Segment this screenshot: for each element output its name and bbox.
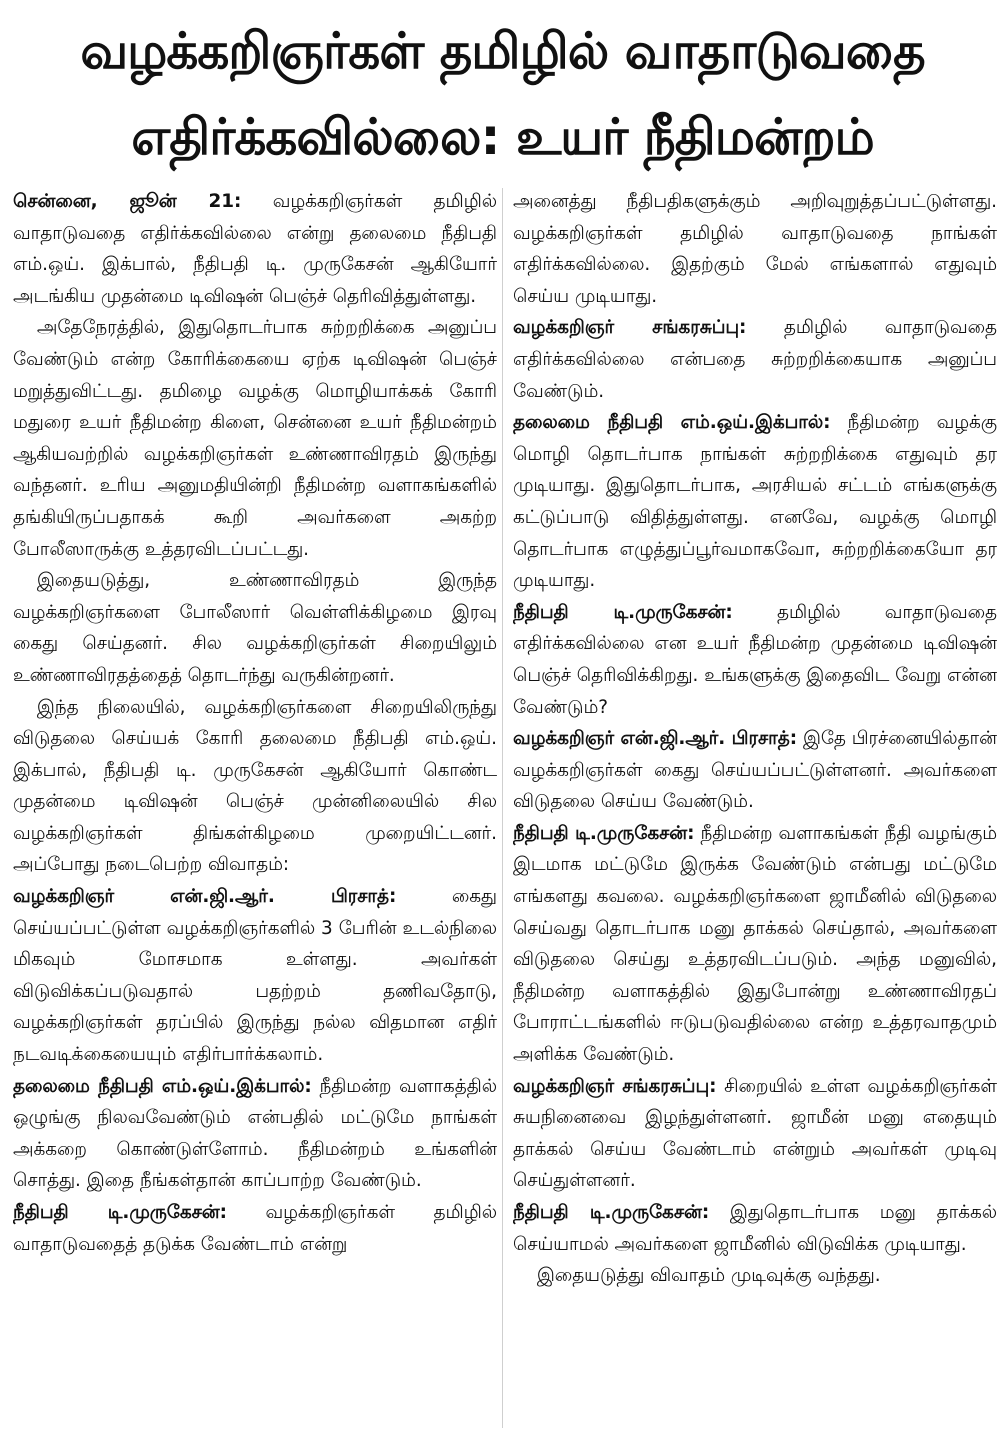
dialogue-paragraph: [513, 597, 997, 723]
article-column-left: [13, 186, 497, 1430]
dialogue-text: இதே பிரச்னையில்தான் வழக்கறிஞர்கள் கைது செய்யப்பட்டுள்ளனர். அவர்களை விடுதலை செய்ய வேண்டும்.: [513, 728, 997, 813]
dialogue-paragraph: [513, 1197, 997, 1260]
dialogue-text: தமிழில் வாதாடுவதை எதிர்க்கவில்லை என உயர் நீதிமன்ற முதன்மை டிவிஷன் பெஞ்ச் தெரிவிக்கிறது. உங்களுக்கு இதைவிட வேறு என்ன வேண்டும்?: [513, 601, 997, 718]
dialogue-text: நீதிமன்ற வழக்கு மொழி தொடர்பாக நாங்கள் சுற்றறிக்கை எதுவும் தர முடியாது. இதுதொடர்பாக, அரசியல் சட்டம் எங்களுக்கு கட்டுப்பாடு விதித்துள்ளது. எனவே, வழக்கு மொழி தொடர்பாக எழுத்துப்பூர்வமாகவோ, சுற்றறிக்கையோ தர முடியாது.: [513, 412, 997, 592]
dialogue-paragraph: [513, 723, 997, 818]
paragraph: அதேநேரத்தில், இதுதொடர்பாக சுற்றறிக்கை அனுப்ப வேண்டும் என்ற கோரிக்கையை ஏற்க டிவிஷன் பெஞ்ச் மறுத்துவிட்டது. தமிழை வழக்கு மொழியாக்கக் கோரி மதுரை உயர் நீதிமன்ற கிளை, சென்னை உயர் நீதிமன்றம் ஆகியவற்றில் வழக்கறிஞர்கள் உண்ணாவிரதம் இருந்து வந்தனர். உரிய அனுமதியின்றி நீதிமன்ற வளாகங்களில் தங்கியிருப்பதாகக் கூறி அவர்களை அகற்ற போலீஸாருக்கு உத்தரவிடப்பட்டது.: [13, 317, 497, 560]
dialogue-paragraph: [13, 1197, 497, 1260]
closing-paragraph: இதையடுத்து விவாதம் முடிவுக்கு வந்தது.: [536, 1265, 881, 1287]
speaker-name: தலைமை நீதிபதி எம்.ஒய்.இக்பால்:: [513, 412, 831, 434]
speaker-name: வழக்கறிஞர் என்.ஜி.ஆர். பிரசாத்:: [13, 886, 397, 908]
speaker-name: நீதிபதி டி.முருகேசன்:: [13, 1202, 227, 1223]
dialogue-text: இதுதொடர்பாக மனு தாக்கல் செய்யாமல் அவர்களை ஜாமீனில் விடுவிக்க முடியாது.: [513, 1202, 997, 1255]
paragraph-text: வழக்கறிஞர்கள் தமிழில் வாதாடுவதை எதிர்க்கவில்லை என்று தலைமை நீதிபதி எம்.ஒய். இக்பால், நீதிபதி டி. முருகேசன் ஆகியோர் அடங்கிய முதன்மை டிவிஷன் பெஞ்ச் தெரிவித்துள்ளது.: [13, 191, 497, 307]
headline-line-1: வழக்கறிஞர்கள் தமிழில் வாதாடுவதை: [80, 22, 925, 80]
paragraph: அனைத்து நீதிபதிகளுக்கும் அறிவுறுத்தப்பட்டுள்ளது. வழக்கறிஞர்கள் தமிழில் வாதாடுவதை நாங்கள் எதிர்க்கவில்லை. இதற்கும் மேல் எங்களால் எதுவும் செய்ய முடியாது.: [513, 191, 997, 307]
dateline: சென்னை, ஜூன் 21:: [13, 191, 242, 212]
dialogue-paragraph: [513, 312, 997, 407]
dialogue-paragraph: [13, 881, 497, 1071]
column-divider: [502, 188, 503, 1428]
headline-line-2: எதிர்க்கவில்லை: உயர் நீதிமன்றம்: [131, 108, 874, 166]
dialogue-text: நீதிமன்ற வளாகத்தில் ஒழுங்கு நிலவவேண்டும் என்பதில் மட்டுமே நாங்கள் அக்கறை கொண்டுள்ளோம். நீதிமன்றம் உங்களின் சொத்து. இதை நீங்கள்தான் காப்பாற்ற வேண்டும்.: [13, 1075, 497, 1192]
speaker-name: வழக்கறிஞர் சங்கரசுப்பு:: [513, 1075, 717, 1097]
paragraph: இதையடுத்து, உண்ணாவிரதம் இருந்த வழக்கறிஞர்களை போலீஸார் வெள்ளிக்கிழமை இரவு கைது செய்தனர். சில வழக்கறிஞர்கள் சிறையிலும் உண்ணாவிரதத்தைத் தொடர்ந்து வருகின்றனர்.: [13, 570, 497, 686]
paragraph: இந்த நிலையில், வழக்கறிஞர்களை சிறையிலிருந்து விடுதலை செய்யக் கோரி தலைமை நீதிபதி எம்.ஒய். இக்பால், நீதிபதி டி. முருகேசன் ஆகியோர் கொண்ட முதன்மை டிவிஷன் பெஞ்ச் முன்னிலையில் சில வழக்கறிஞர்கள் திங்கள்கிழமை முறையிட்டனர். அப்போது நடைபெற்ற விவாதம்:: [13, 696, 497, 876]
speaker-name: வழக்கறிஞர் சங்கரசுப்பு:: [513, 317, 747, 339]
dialogue-paragraph: [513, 407, 997, 597]
dialogue-text: வழக்கறிஞர்கள் தமிழில் வாதாடுவதைத் தடுக்க வேண்டாம் என்று: [13, 1202, 497, 1255]
dialogue-text: சிறையில் உள்ள வழக்கறிஞர்கள் சுயநினைவை இழந்துள்ளனர். ஜாமீன் மனு எதையும் தாக்கல் செய்ய வேண்டாம் என்றும் அவர்கள் முடிவு செய்துள்ளனர்.: [513, 1075, 997, 1192]
dialogue-paragraph: [513, 1071, 997, 1197]
paragraph: [13, 186, 497, 312]
speaker-name: நீதிபதி டி.முருகேசன்:: [513, 601, 733, 623]
article-column-right: [513, 186, 997, 1430]
dialogue-paragraph: [513, 818, 997, 1071]
headline: [0, 8, 1005, 180]
dialogue-text: கைது செய்யப்பட்டுள்ள வழக்கறிஞர்களில் 3 பேரின் உடல்நிலை மிகவும் மோசமாக உள்ளது. அவர்கள் விடுவிக்கப்படுவதால் பதற்றம் தணிவதோடு, வழக்கறிஞர்கள் தரப்பில் இருந்து நல்ல விதமான எதிர் நடவடிக்கையையும் எதிர்பார்க்கலாம்.: [13, 886, 497, 1066]
speaker-name: வழக்கறிஞர் என்.ஜி.ஆர். பிரசாத்:: [513, 728, 798, 750]
dialogue-text: தமிழில் வாதாடுவதை எதிர்க்கவில்லை என்பதை சுற்றறிக்கையாக அனுப்ப வேண்டும்.: [513, 317, 997, 402]
speaker-name: தலைமை நீதிபதி எம்.ஒய்.இக்பால்:: [13, 1075, 312, 1097]
speaker-name: நீதிபதி டி.முருகேசன்:: [513, 822, 695, 844]
dialogue-text: நீதிமன்ற வளாகங்கள் நீதி வழங்கும் இடமாக மட்டுமே இருக்க வேண்டும் என்பது மட்டுமே எங்களது கவலை. வழக்கறிஞர்களை ஜாமீனில் விடுதலை செய்வது தொடர்பாக மனு தாக்கல் செய்தால், அவர்களை விடுதலை செய்து உத்தரவிடப்படும். அந்த மனுவில், நீதிமன்ற வளாகத்தில் இதுபோன்று உண்ணாவிரதப் போராட்டங்களில் ஈடுபடுவதில்லை என்ற உத்தரவாதமும் அளிக்க வேண்டும்.: [513, 822, 997, 1066]
speaker-name: நீதிபதி டி.முருகேசன்:: [513, 1202, 710, 1223]
dialogue-paragraph: [13, 1071, 497, 1197]
